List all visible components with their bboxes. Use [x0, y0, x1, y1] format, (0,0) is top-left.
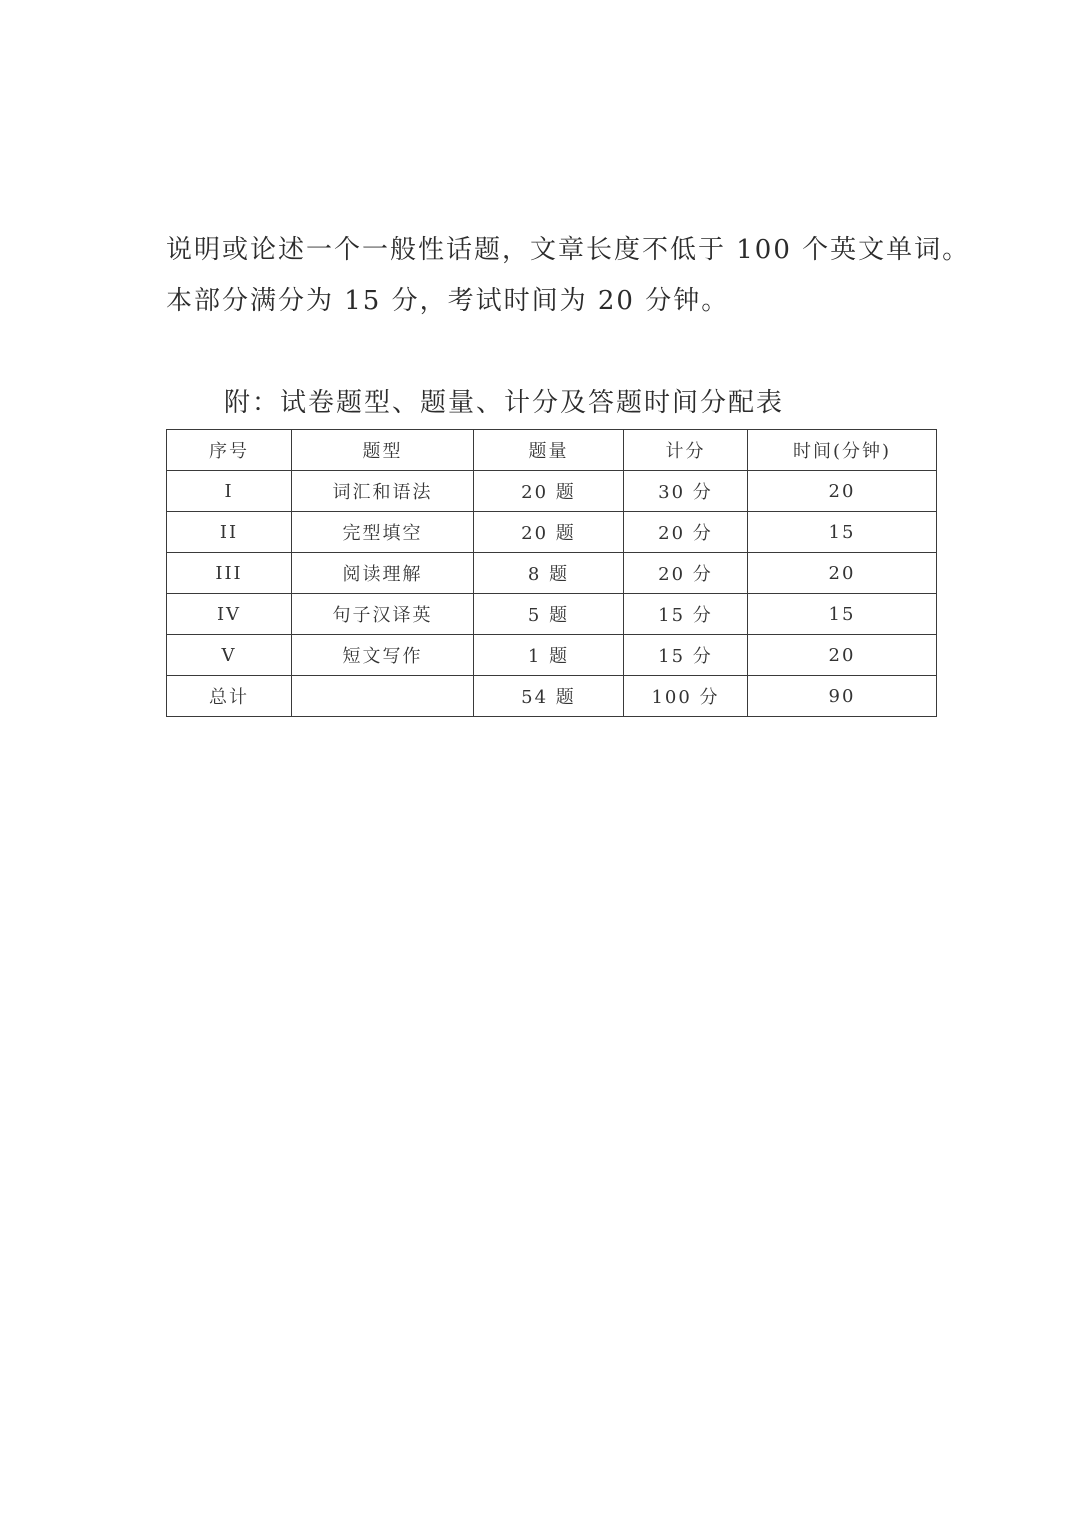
table-cell: V — [167, 635, 292, 676]
table-cell: 词汇和语法 — [292, 471, 474, 512]
allocation-table — [166, 429, 937, 717]
body-text-line-2: 本部分满分为 15 分，考试时间为 20 分钟。 — [166, 286, 730, 316]
table-cell: 15 — [748, 512, 937, 553]
body-text-line-1: 说明或论述一个一般性话题，文章长度不低于 100 个英文单词。 — [166, 235, 971, 265]
table-cell: IV — [167, 594, 292, 635]
table-row — [167, 512, 937, 553]
header-cell-count: 题量 — [474, 430, 624, 471]
table-cell: II — [167, 512, 292, 553]
table-cell: 短文写作 — [292, 635, 474, 676]
table-row — [167, 471, 937, 512]
table-cell: 20 题 — [474, 512, 624, 553]
table-cell: 完型填空 — [292, 512, 474, 553]
table-cell: 8 题 — [474, 553, 624, 594]
table-total-row — [167, 676, 937, 717]
header-cell-score: 计分 — [624, 430, 748, 471]
header-cell-time: 时间(分钟) — [748, 430, 937, 471]
table-cell: 100 分 — [624, 676, 748, 717]
table-header-row — [167, 430, 937, 471]
table-cell: 90 — [748, 676, 937, 717]
table-cell: I — [167, 471, 292, 512]
header-cell-type: 题型 — [292, 430, 474, 471]
table-cell: 15 — [748, 594, 937, 635]
table-cell: 20 — [748, 471, 937, 512]
table-cell: 20 分 — [624, 512, 748, 553]
table-cell: 20 题 — [474, 471, 624, 512]
table-cell: 1 题 — [474, 635, 624, 676]
table-cell: 15 分 — [624, 635, 748, 676]
table-cell: III — [167, 553, 292, 594]
header-cell-index: 序号 — [167, 430, 292, 471]
table-caption: 附：试卷题型、题量、计分及答题时间分配表 — [224, 388, 785, 418]
table-cell: 总计 — [167, 676, 292, 717]
table-row — [167, 594, 937, 635]
table-row — [167, 635, 937, 676]
table-cell: 20 — [748, 635, 937, 676]
table-cell: 54 题 — [474, 676, 624, 717]
table-row — [167, 553, 937, 594]
table-cell: 20 — [748, 553, 937, 594]
table-cell: 阅读理解 — [292, 553, 474, 594]
table-cell: 20 分 — [624, 553, 748, 594]
table-cell: 句子汉译英 — [292, 594, 474, 635]
table-cell: 5 题 — [474, 594, 624, 635]
table-cell — [292, 676, 474, 717]
table-cell: 30 分 — [624, 471, 748, 512]
table-cell: 15 分 — [624, 594, 748, 635]
